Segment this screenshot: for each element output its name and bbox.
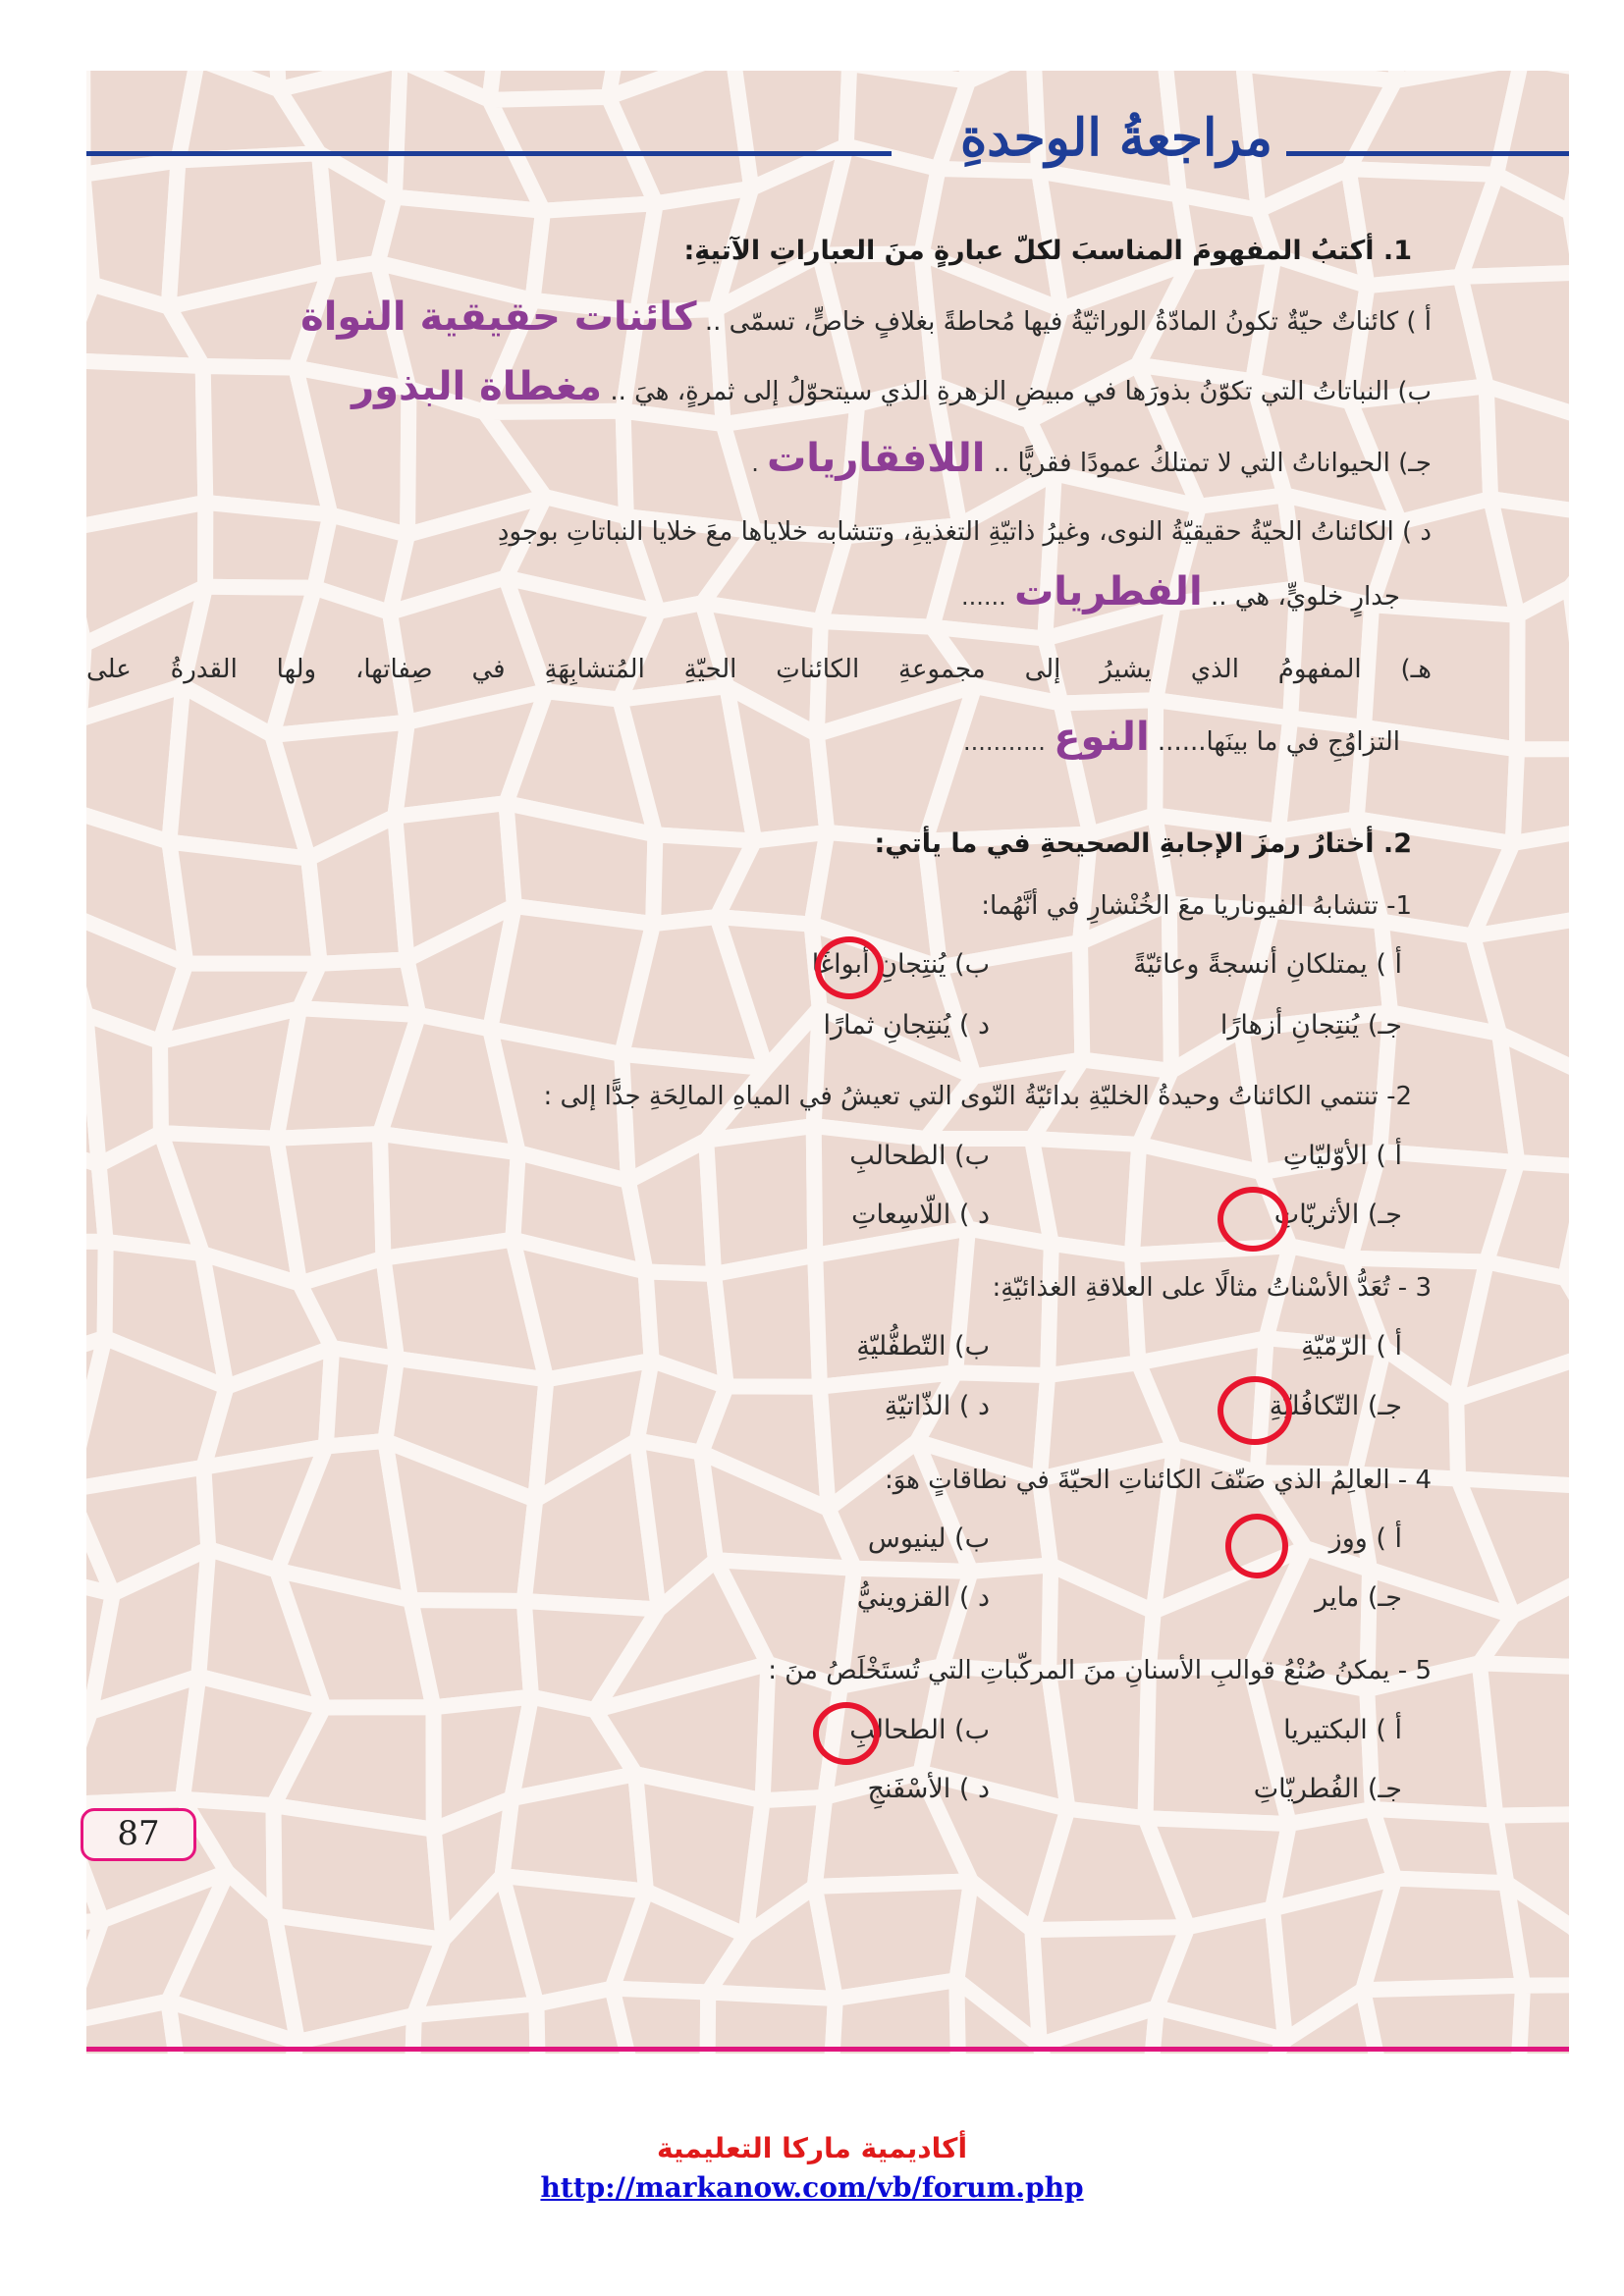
- mcq-1-option-d[interactable]: د ) يُنتِجانِ ثمارًا: [823, 1010, 990, 1041]
- mcq-4-option-a[interactable]: أ ) ووز: [1328, 1523, 1402, 1554]
- pattern-cell: [1363, 1986, 1523, 2054]
- s1-item-d-line2: [124, 563, 1400, 620]
- s1-item-d-answer: الفطريات: [1014, 569, 1203, 614]
- pattern-cell: [1480, 1663, 1569, 1815]
- mcq-3-question: 3 - تُعَدُّ الأسْناتُ مثالًا على العلاقةِ الغذائيّةِ:: [992, 1273, 1432, 1303]
- s1-item-b: [86, 358, 1432, 415]
- page-title: مراجعةُ الوحدةِ: [959, 108, 1272, 168]
- mcq-4-correct-mark: [1225, 1514, 1288, 1578]
- mcq-1-correct-mark: [815, 936, 884, 999]
- mcq-5-question: 5 - يمكنُ صُنْعُ قوالبِ الأسنانِ منَ المركّباتِ التي تُستَخْلَصُ منَ :: [768, 1656, 1432, 1685]
- s1-item-e-text2: التزاوُجِ في ما بينَها......: [1157, 727, 1400, 757]
- mcq-5-correct-mark: [813, 1702, 880, 1765]
- s1-item-e-line2: [124, 709, 1400, 766]
- s1-item-c: [86, 430, 1432, 487]
- mcq-4-option-d[interactable]: د ) القزوينيُّ: [856, 1582, 990, 1613]
- mcq-5-option-c[interactable]: جـ) الفُطريّاتِ: [1253, 1774, 1402, 1804]
- mcq-3-option-d[interactable]: د ) الذّاتيّةِ: [884, 1391, 990, 1421]
- mcq-4-option-c[interactable]: جـ) ماير: [1315, 1582, 1402, 1613]
- footer-url: [0, 2171, 1624, 2204]
- mcq-2-option-c[interactable]: جـ) الأثريّاتِ: [1273, 1200, 1402, 1230]
- section1-heading: 1. أكتبُ المفهومَ المناسبَ لكلّ عبارةٍ منَ العباراتِ الآتيةِ:: [683, 236, 1412, 266]
- mcq-2-question: 2- تنتمي الكائناتُ وحيدةُ الخليّةِ بدائيّةُ النّوى التي تعيشُ في المياهِ المالِحَةِ جدًّا إلى :: [543, 1082, 1412, 1111]
- mcq-5-option-a[interactable]: أ ) البكتيريا: [1283, 1715, 1402, 1745]
- mcq-2-option-b[interactable]: ب) الطحالبِ: [849, 1141, 990, 1171]
- pattern-cell: [1515, 1985, 1569, 2054]
- s1-item-d-text2: جدارٍ خلويٍّ، هي ..: [1210, 582, 1400, 612]
- pattern-cell: [1517, 587, 1569, 749]
- mcq-1-option-a[interactable]: أ ) يمتلكانِ أنسجةً وعائيّةً: [1132, 949, 1402, 980]
- page-number: 87: [81, 1808, 196, 1861]
- mcq-3-correct-mark: [1218, 1376, 1292, 1445]
- section2-heading: 2. أختارُ رمزَ الإجابةِ الصحيحةِ في ما يأتي:: [874, 828, 1412, 859]
- footer-link[interactable]: http://markanow.com/vb/forum.php: [540, 2171, 1084, 2204]
- s1-item-c-answer: اللافقاريات: [767, 436, 986, 481]
- mcq-1-question: 1- تتشابهُ الفيوناريا معَ الخُنْشارِ في أنَّهُما:: [981, 891, 1412, 921]
- s1-item-a: [86, 289, 1432, 346]
- mcq-3-option-a[interactable]: أ ) الرّمّيّةِ: [1301, 1331, 1402, 1362]
- mcq-2-option-a[interactable]: أ ) الأوّليّاتِ: [1282, 1141, 1402, 1171]
- pattern-cell: [827, 1980, 959, 2054]
- footer-academy-name: أكاديمية ماركا التعليمية: [656, 2132, 968, 2164]
- s1-item-d-tail: ......: [961, 583, 1006, 611]
- bottom-rule: [86, 2047, 1569, 2052]
- s1-item-c-tail: .: [751, 450, 759, 477]
- mcq-3-option-c[interactable]: جـ) التّكافُليّةِ: [1269, 1391, 1402, 1421]
- mcq-5-option-d[interactable]: د ) الأسْفَنجِ: [867, 1774, 990, 1804]
- pattern-cell: [707, 1993, 836, 2054]
- s1-item-a-text: أ ) كائناتٌ حيّةٌ تكونُ المادّةُ الوراثيّةُ فيها مُحاطةً بغلافٍ خاصٍّ، تسمّى ..: [704, 307, 1432, 337]
- mcq-1-option-c[interactable]: جـ) يُنتِجانِ أزهارًا: [1219, 1010, 1402, 1041]
- mcq-3-option-b[interactable]: ب) التّطفُّليّةِ: [856, 1331, 990, 1362]
- mcq-1-option-b[interactable]: ب) يُنتِجانِ أبواغًا: [811, 949, 990, 980]
- pattern-cell: [1499, 1034, 1569, 1167]
- mcq-2-option-d[interactable]: د ) اللّاسِعاتِ: [851, 1200, 990, 1230]
- mcq-4-option-b[interactable]: ب) لينيوس: [867, 1523, 990, 1554]
- mcq-2-correct-mark: [1218, 1187, 1288, 1252]
- s1-item-b-answer: مغطاة البذور: [352, 364, 603, 409]
- s1-item-e-tail: ...........: [963, 728, 1046, 756]
- s1-item-c-text: جـ) الحيواناتُ التي لا تمتلكُ عمودًا فقريًّا ..: [993, 449, 1432, 478]
- textbook-page: [86, 71, 1569, 2054]
- mcq-4-question: 4 - العالِمُ الذي صَنّفَ الكائناتِ الحيّةَ في نطاقاتٍ هوَ:: [884, 1466, 1432, 1495]
- s1-item-d-line1: د ) الكائناتُ الحيّةُ حقيقيّةُ النوى، وغيرُ ذاتيّةِ التغذيةِ، وتتشابه خلاياها معَ خلايا النباتاتِ بوجودِ: [497, 517, 1432, 547]
- title-rule-left: [86, 151, 892, 156]
- s1-item-e-answer: النوع: [1054, 715, 1150, 760]
- s1-item-b-text: ب) النباتاتُ التي تكوّنُ بذورَها في مبيضِ الزهرةِ الذي سيتحوّلُ إلى ثمرةٍ، هيَ ..: [610, 377, 1432, 406]
- pattern-cell: [613, 1989, 709, 2054]
- s1-item-a-answer: كائنات حقيقية النواة: [300, 294, 697, 340]
- mcq-5-option-b[interactable]: ب) الطحالبِ: [849, 1715, 990, 1745]
- pattern-cell: [1363, 1879, 1523, 1991]
- pattern-cell: [1080, 904, 1171, 1071]
- pattern-cell: [815, 1229, 968, 1387]
- s1-item-e-line1: هـ) المفهومُ الذي يشيرُ إلى مجموعةِ الكائناتِ الحيّةِ المُتشابِهَةِ في صِفاتها، ولها القدرةُ على: [86, 655, 1432, 684]
- title-rule-right: [1286, 151, 1569, 156]
